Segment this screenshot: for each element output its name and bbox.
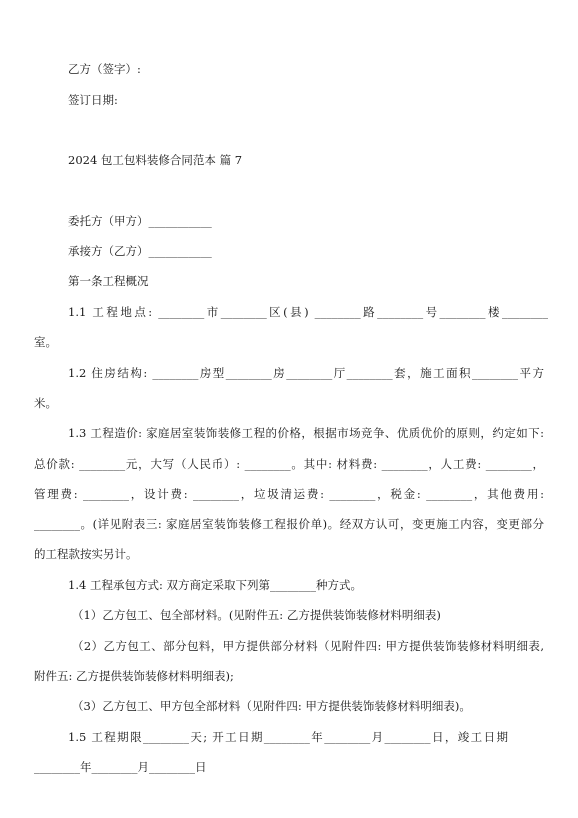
- clause-1-3-line-3: 管理费: ________，设计费: ________，垃圾清运费: ________，税金: ________，其他费用:: [34, 487, 544, 501]
- clause-1-2-cont: 米。: [34, 396, 57, 410]
- clause-1-3: 1.3 工程造价: 家庭居室装饰装修工程的价格，根据市场竞争、优质优价的原则，约定如下:: [68, 426, 544, 440]
- clause-1-3-line-5: 的工程款按实另计。: [34, 547, 138, 561]
- option-2: （2）乙方包工、部分包料，甲方提供部分材料（见附件四: 甲方提供装饰装修材料明细表,: [72, 639, 544, 653]
- section-heading-1: 第一条工程概况: [68, 274, 149, 288]
- client-party-a: 委托方（甲方）___________: [68, 214, 212, 228]
- clause-1-1: 1.1 工程地点: ________市________区(县) ________路________号________楼________: [68, 305, 548, 319]
- clause-1-3-line-4: ________。(详见附表三: 家庭居室装饰装修工程报价单)。经双方认可，变更施工内容，变更部分: [34, 517, 544, 531]
- clause-1-5: 1.5 工程期限________天; 开工日期________年________月________日，竣工日期: [68, 730, 508, 744]
- option-1: （1）乙方包工、包全部材料。(见附件五: 乙方提供装饰装修材料明细表): [72, 608, 441, 622]
- contract-title: 2024 包工包料装修合同范本 篇 7: [68, 153, 243, 167]
- clause-1-1-cont: 室。: [34, 335, 57, 349]
- option-2-cont: 附件五: 乙方提供装饰装修材料明细表);: [34, 669, 234, 683]
- clause-1-3-line-2: 总价款: ________元，大写（人民币）: ________。其中: 材料费: ________，人工费: ________，: [34, 457, 544, 471]
- contractor-party-b: 承接方（乙方）___________: [68, 244, 212, 258]
- clause-1-5-cont: ________年________月________日: [34, 760, 207, 774]
- signing-date: 签订日期:: [68, 93, 118, 107]
- clause-1-2: 1.2 住房结构: ________房型________房________厅________套，施工面积________平方: [68, 366, 544, 380]
- party-b-signature: 乙方（签字）:: [68, 62, 141, 76]
- option-3: （3）乙方包工、甲方包全部材料（见附件四: 甲方提供装饰装修材料明细表)。: [72, 699, 471, 713]
- clause-1-4: 1.4 工程承包方式: 双方商定采取下列第________种方式。: [68, 578, 362, 592]
